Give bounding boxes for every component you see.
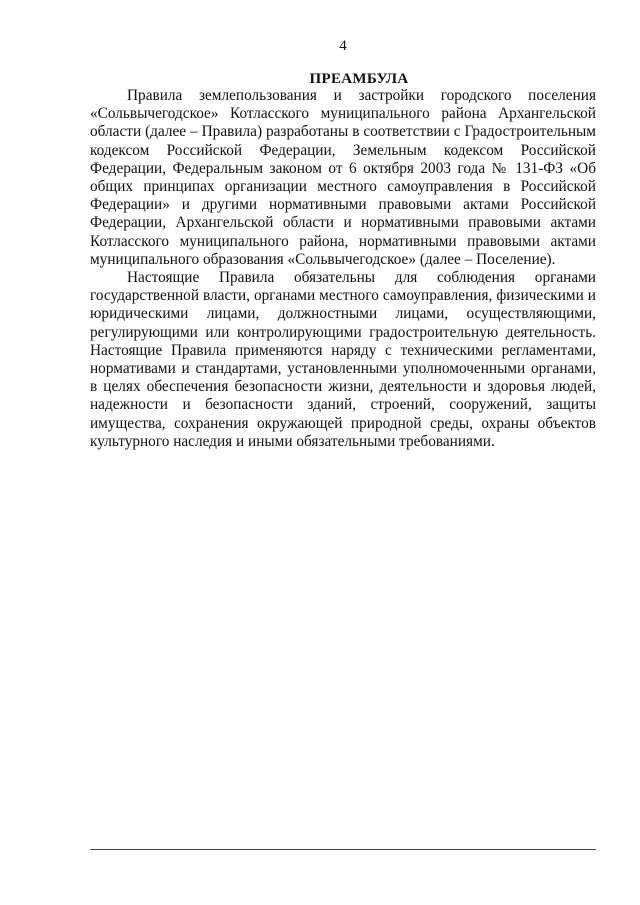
footer-divider — [90, 849, 596, 850]
page-number: 4 — [339, 38, 347, 54]
section-title: ПРЕАМБУЛА — [309, 71, 409, 87]
paragraph-rules-obligation: Настоящие Правила обязательны для соблюдения органами государственной власти, органами местного самоуправления, физическими и юридическими лицами, должностными лицами, осуществляющими, регулирующими или контролирующими градостроительную деятельность. Настоящие Правила применяются наряду с техническими регламентами, нормативами и стандартами, установленными уполномоченными органами, в целях обеспечения безопасности жизни, деятельности и здоровья людей, надежности и безопасности зданий, строений, сооружений, защиты имущества, сохранения окружающей природной среды, охраны объектов культурного наследия и иными обязательными требованиями. — [90, 269, 596, 450]
paragraph-preamble-intro: Правила землепользования и застройки городского поселения «Сольвычегодское» Котласского муниципального района Архангельской области (далее – Правила) разработаны в соответствии с Градостроительным кодексом Российской Федерации, Земельным кодексом Российской Федерации, Федеральным законом от 6 октября 2003 года № 131-ФЗ «Об общих принципах организации местного самоуправления в Российской Федерации» и другими нормативными правовыми актами Российской Федерации, Архангельской области и нормативными правовыми актами Котласского муниципального района, нормативными правовыми актами муниципального образования «Сольвычегодское» (далее – Поселение). — [90, 87, 596, 268]
document-body — [90, 87, 596, 451]
